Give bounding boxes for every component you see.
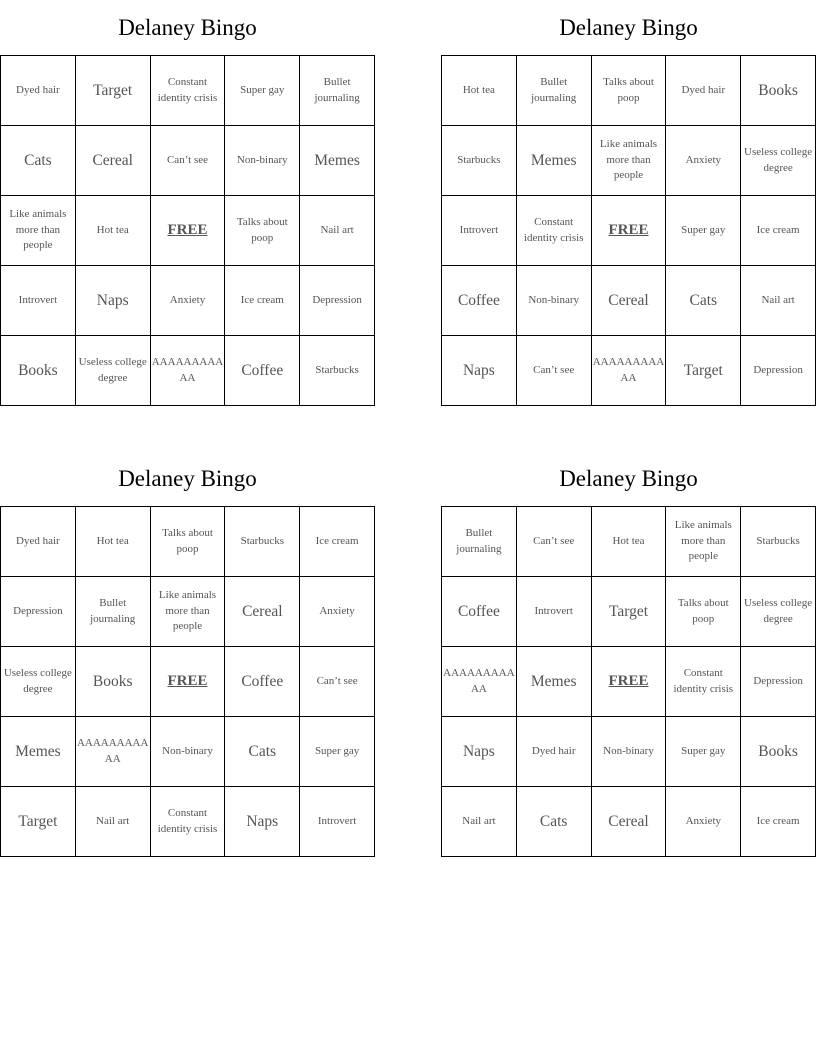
bingo-cell: Non-binary — [516, 266, 591, 336]
bingo-row — [442, 507, 816, 577]
bingo-cell: AAAAAAAAAAA — [442, 647, 517, 717]
bingo-row — [1, 647, 375, 717]
bingo-cell: Naps — [442, 717, 517, 787]
bingo-row — [442, 336, 816, 406]
bingo-row — [1, 196, 375, 266]
bingo-row — [1, 56, 375, 126]
bingo-row — [442, 647, 816, 717]
bingo-cell: Cats — [225, 717, 300, 787]
bingo-cell: AAAAAAAAAAA — [150, 336, 225, 406]
bingo-cell: AAAAAAAAAAA — [591, 336, 666, 406]
bingo-cell: Naps — [225, 787, 300, 857]
bingo-cell: Depression — [1, 577, 76, 647]
bingo-cell: Constant identity crisis — [150, 56, 225, 126]
bingo-cell: Ice cream — [300, 507, 375, 577]
bingo-cell: Bullet journaling — [442, 507, 517, 577]
bingo-cell: Ice cream — [741, 787, 816, 857]
bingo-cell: Coffee — [442, 266, 517, 336]
bingo-row — [1, 717, 375, 787]
bingo-cell: Dyed hair — [1, 56, 76, 126]
bingo-cell: Constant identity crisis — [150, 787, 225, 857]
bingo-cell: Can’t see — [516, 336, 591, 406]
bingo-cell: Depression — [741, 647, 816, 717]
bingo-cell: Naps — [442, 336, 517, 406]
bingo-cell: Cats — [516, 787, 591, 857]
bingo-card-2 — [441, 0, 816, 406]
bingo-cell: Talks about poop — [591, 56, 666, 126]
bingo-cell: Useless college degree — [741, 126, 816, 196]
bingo-row — [442, 787, 816, 857]
bingo-cell: Cats — [666, 266, 741, 336]
bingo-row — [442, 717, 816, 787]
bingo-cell: Super gay — [225, 56, 300, 126]
bingo-cell: Coffee — [225, 647, 300, 717]
bingo-cell: Anxiety — [300, 577, 375, 647]
bingo-row — [1, 126, 375, 196]
bingo-cell: Bullet journaling — [75, 577, 150, 647]
bingo-row — [442, 577, 816, 647]
bingo-cell: Non-binary — [225, 126, 300, 196]
bingo-cell: Coffee — [442, 577, 517, 647]
bingo-cell: Cats — [1, 126, 76, 196]
bingo-cell: Like animals more than people — [591, 126, 666, 196]
free-space: FREE — [591, 196, 666, 266]
bingo-cell: Dyed hair — [666, 56, 741, 126]
bingo-cell: Introvert — [516, 577, 591, 647]
bingo-cell: Like animals more than people — [666, 507, 741, 577]
bingo-row — [1, 577, 375, 647]
bingo-cell: Target — [666, 336, 741, 406]
bingo-cell: Hot tea — [75, 507, 150, 577]
bingo-cell: Talks about poop — [150, 507, 225, 577]
bingo-cell: Books — [1, 336, 76, 406]
bingo-cell: Anxiety — [666, 126, 741, 196]
bingo-cell: Coffee — [225, 336, 300, 406]
bingo-row — [1, 787, 375, 857]
bingo-cell: Nail art — [75, 787, 150, 857]
bingo-cell: Anxiety — [666, 787, 741, 857]
bingo-cell: Dyed hair — [516, 717, 591, 787]
bingo-cell: Constant identity crisis — [666, 647, 741, 717]
bingo-cell: Target — [591, 577, 666, 647]
bingo-card-1 — [0, 0, 375, 406]
bingo-cell: Cereal — [591, 787, 666, 857]
bingo-cell: Can’t see — [150, 126, 225, 196]
bingo-cell: Talks about poop — [225, 196, 300, 266]
bingo-row — [442, 196, 816, 266]
bingo-cell: Like animals more than people — [150, 577, 225, 647]
bingo-cell: Introvert — [442, 196, 517, 266]
free-space: FREE — [591, 647, 666, 717]
bingo-cell: Dyed hair — [1, 507, 76, 577]
bingo-cell: Memes — [516, 126, 591, 196]
bingo-cell: Books — [741, 56, 816, 126]
bingo-cell: Non-binary — [150, 717, 225, 787]
bingo-cell: Useless college degree — [741, 577, 816, 647]
bingo-cell: Target — [75, 56, 150, 126]
bingo-cell: Cereal — [591, 266, 666, 336]
bingo-cell: Super gay — [666, 196, 741, 266]
bingo-cell: Hot tea — [75, 196, 150, 266]
bingo-cell: Starbucks — [300, 336, 375, 406]
bingo-cell: Cereal — [225, 577, 300, 647]
bingo-grid — [0, 506, 375, 857]
bingo-cell: Depression — [300, 266, 375, 336]
bingo-cell: Can’t see — [300, 647, 375, 717]
bingo-cell: Talks about poop — [666, 577, 741, 647]
bingo-grid — [441, 506, 816, 857]
bingo-cell: Memes — [516, 647, 591, 717]
card-title: Delaney Bingo — [559, 15, 698, 40]
bingo-card-3 — [0, 451, 375, 857]
bingo-cell: Memes — [1, 717, 76, 787]
bingo-row — [1, 266, 375, 336]
bingo-cell: Constant identity crisis — [516, 196, 591, 266]
bingo-cell: Nail art — [741, 266, 816, 336]
bingo-cell: Hot tea — [591, 507, 666, 577]
free-space: FREE — [150, 647, 225, 717]
bingo-grid — [0, 55, 375, 406]
bingo-cell: Super gay — [300, 717, 375, 787]
bingo-cell: Nail art — [300, 196, 375, 266]
bingo-cell: Anxiety — [150, 266, 225, 336]
bingo-cell: Ice cream — [225, 266, 300, 336]
bingo-cell: Cereal — [75, 126, 150, 196]
bingo-cell: Useless college degree — [1, 647, 76, 717]
bingo-cell: Can’t see — [516, 507, 591, 577]
bingo-row — [1, 336, 375, 406]
bingo-cell: Ice cream — [741, 196, 816, 266]
bingo-grid — [441, 55, 816, 406]
bingo-row — [1, 507, 375, 577]
bingo-cell: Non-binary — [591, 717, 666, 787]
bingo-cell: Starbucks — [741, 507, 816, 577]
bingo-cell: Memes — [300, 126, 375, 196]
bingo-cell: AAAAAAAAAAA — [75, 717, 150, 787]
bingo-cell: Depression — [741, 336, 816, 406]
bingo-cell: Introvert — [300, 787, 375, 857]
bingo-row — [442, 56, 816, 126]
bingo-card-4 — [441, 451, 816, 857]
bingo-cell: Target — [1, 787, 76, 857]
bingo-cell: Books — [75, 647, 150, 717]
bingo-cell: Books — [741, 717, 816, 787]
bingo-cell: Naps — [75, 266, 150, 336]
bingo-cell: Hot tea — [442, 56, 517, 126]
bingo-cell: Nail art — [442, 787, 517, 857]
bingo-cell: Like animals more than people — [1, 196, 76, 266]
bingo-cell: Bullet journaling — [516, 56, 591, 126]
bingo-cell: Bullet journaling — [300, 56, 375, 126]
bingo-row — [442, 126, 816, 196]
bingo-cell: Super gay — [666, 717, 741, 787]
free-space: FREE — [150, 196, 225, 266]
bingo-cell: Useless college degree — [75, 336, 150, 406]
card-title: Delaney Bingo — [118, 466, 257, 491]
bingo-row — [442, 266, 816, 336]
bingo-cell: Starbucks — [225, 507, 300, 577]
card-title: Delaney Bingo — [559, 466, 698, 491]
card-title: Delaney Bingo — [118, 15, 257, 40]
bingo-cell: Introvert — [1, 266, 76, 336]
bingo-cell: Starbucks — [442, 126, 517, 196]
